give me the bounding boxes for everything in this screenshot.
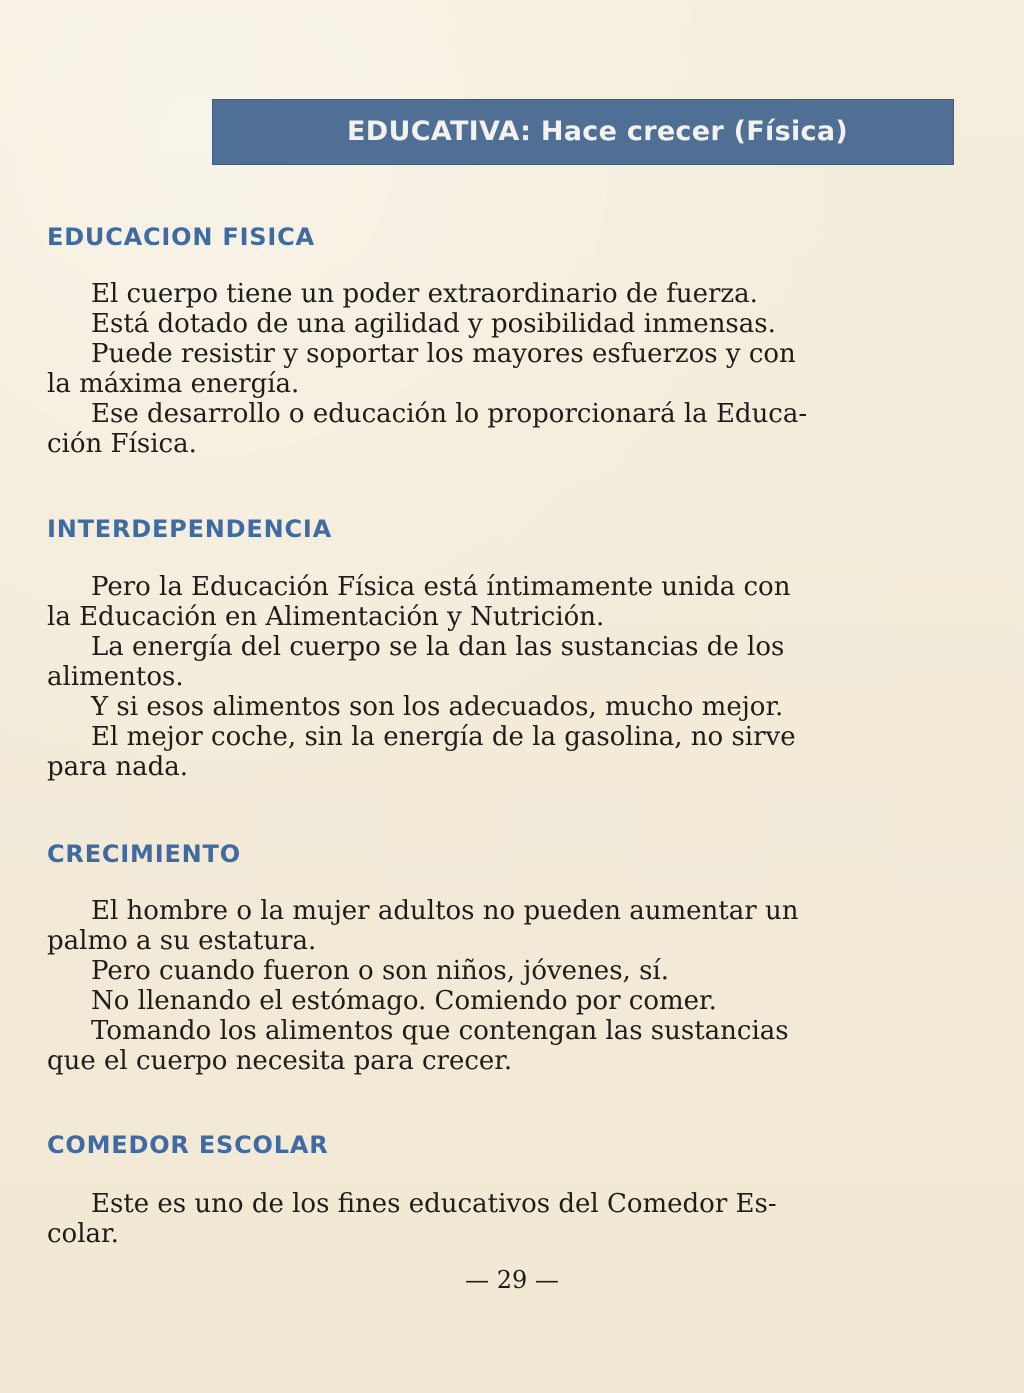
paragraph-line: Tomando los alimentos que contengan las sustancias	[91, 1016, 789, 1046]
paragraph-line: Pero la Educación Física está íntimamente unida con	[91, 572, 791, 602]
paragraph-line: la Educación en Alimentación y Nutrición.	[47, 602, 605, 632]
paragraph-line: Ese desarrollo o educación lo proporcionará la Educa-	[91, 399, 808, 429]
paragraph-line: alimentos.	[47, 662, 184, 692]
paragraph-line: Y si esos alimentos son los adecuados, mucho mejor.	[91, 692, 784, 722]
page-number: — 29 —	[465, 1266, 559, 1294]
paragraph-line: El hombre o la mujer adultos no pueden aumentar un	[91, 896, 799, 926]
paragraph-line: colar.	[47, 1219, 119, 1249]
paragraph-line: que el cuerpo necesita para crecer.	[47, 1046, 513, 1076]
section-body-crecimiento	[47, 896, 852, 1076]
section-body-educacion-fisica	[47, 279, 852, 459]
paragraph-line: Este es uno de los fines educativos del Comedor Es-	[91, 1189, 777, 1219]
section-heading-interdependencia: INTERDEPENDENCIA	[47, 515, 332, 543]
paragraph-line: El mejor coche, sin la energía de la gasolina, no sirve	[91, 722, 796, 752]
paragraph-line: Puede resistir y soportar los mayores esfuerzos y con	[91, 339, 796, 369]
header-title: EDUCATIVA: Hace crecer (Física)	[347, 116, 848, 147]
paragraph-line: Está dotado de una agilidad y posibilidad inmensas.	[91, 309, 776, 339]
header-banner	[212, 99, 954, 165]
paragraph-line: palmo a su estatura.	[47, 926, 317, 956]
paragraph-line: para nada.	[47, 752, 188, 782]
paragraph-line: El cuerpo tiene un poder extraordinario de fuerza.	[91, 279, 758, 309]
paragraph-line: la máxima energía.	[47, 369, 300, 399]
paragraph-line: Pero cuando fueron o son niños, jóvenes, sí.	[91, 956, 669, 986]
paragraph-line: La energía del cuerpo se la dan las sustancias de los	[91, 632, 785, 662]
section-heading-educacion-fisica: EDUCACION FISICA	[47, 223, 315, 251]
paragraph-line: ción Física.	[47, 429, 197, 459]
section-heading-comedor-escolar: COMEDOR ESCOLAR	[47, 1131, 329, 1159]
section-body-interdependencia	[47, 572, 852, 782]
section-heading-crecimiento: CRECIMIENTO	[47, 840, 241, 868]
paragraph-line: No llenando el estómago. Comiendo por comer.	[91, 986, 717, 1016]
section-body-comedor-escolar	[47, 1189, 852, 1249]
